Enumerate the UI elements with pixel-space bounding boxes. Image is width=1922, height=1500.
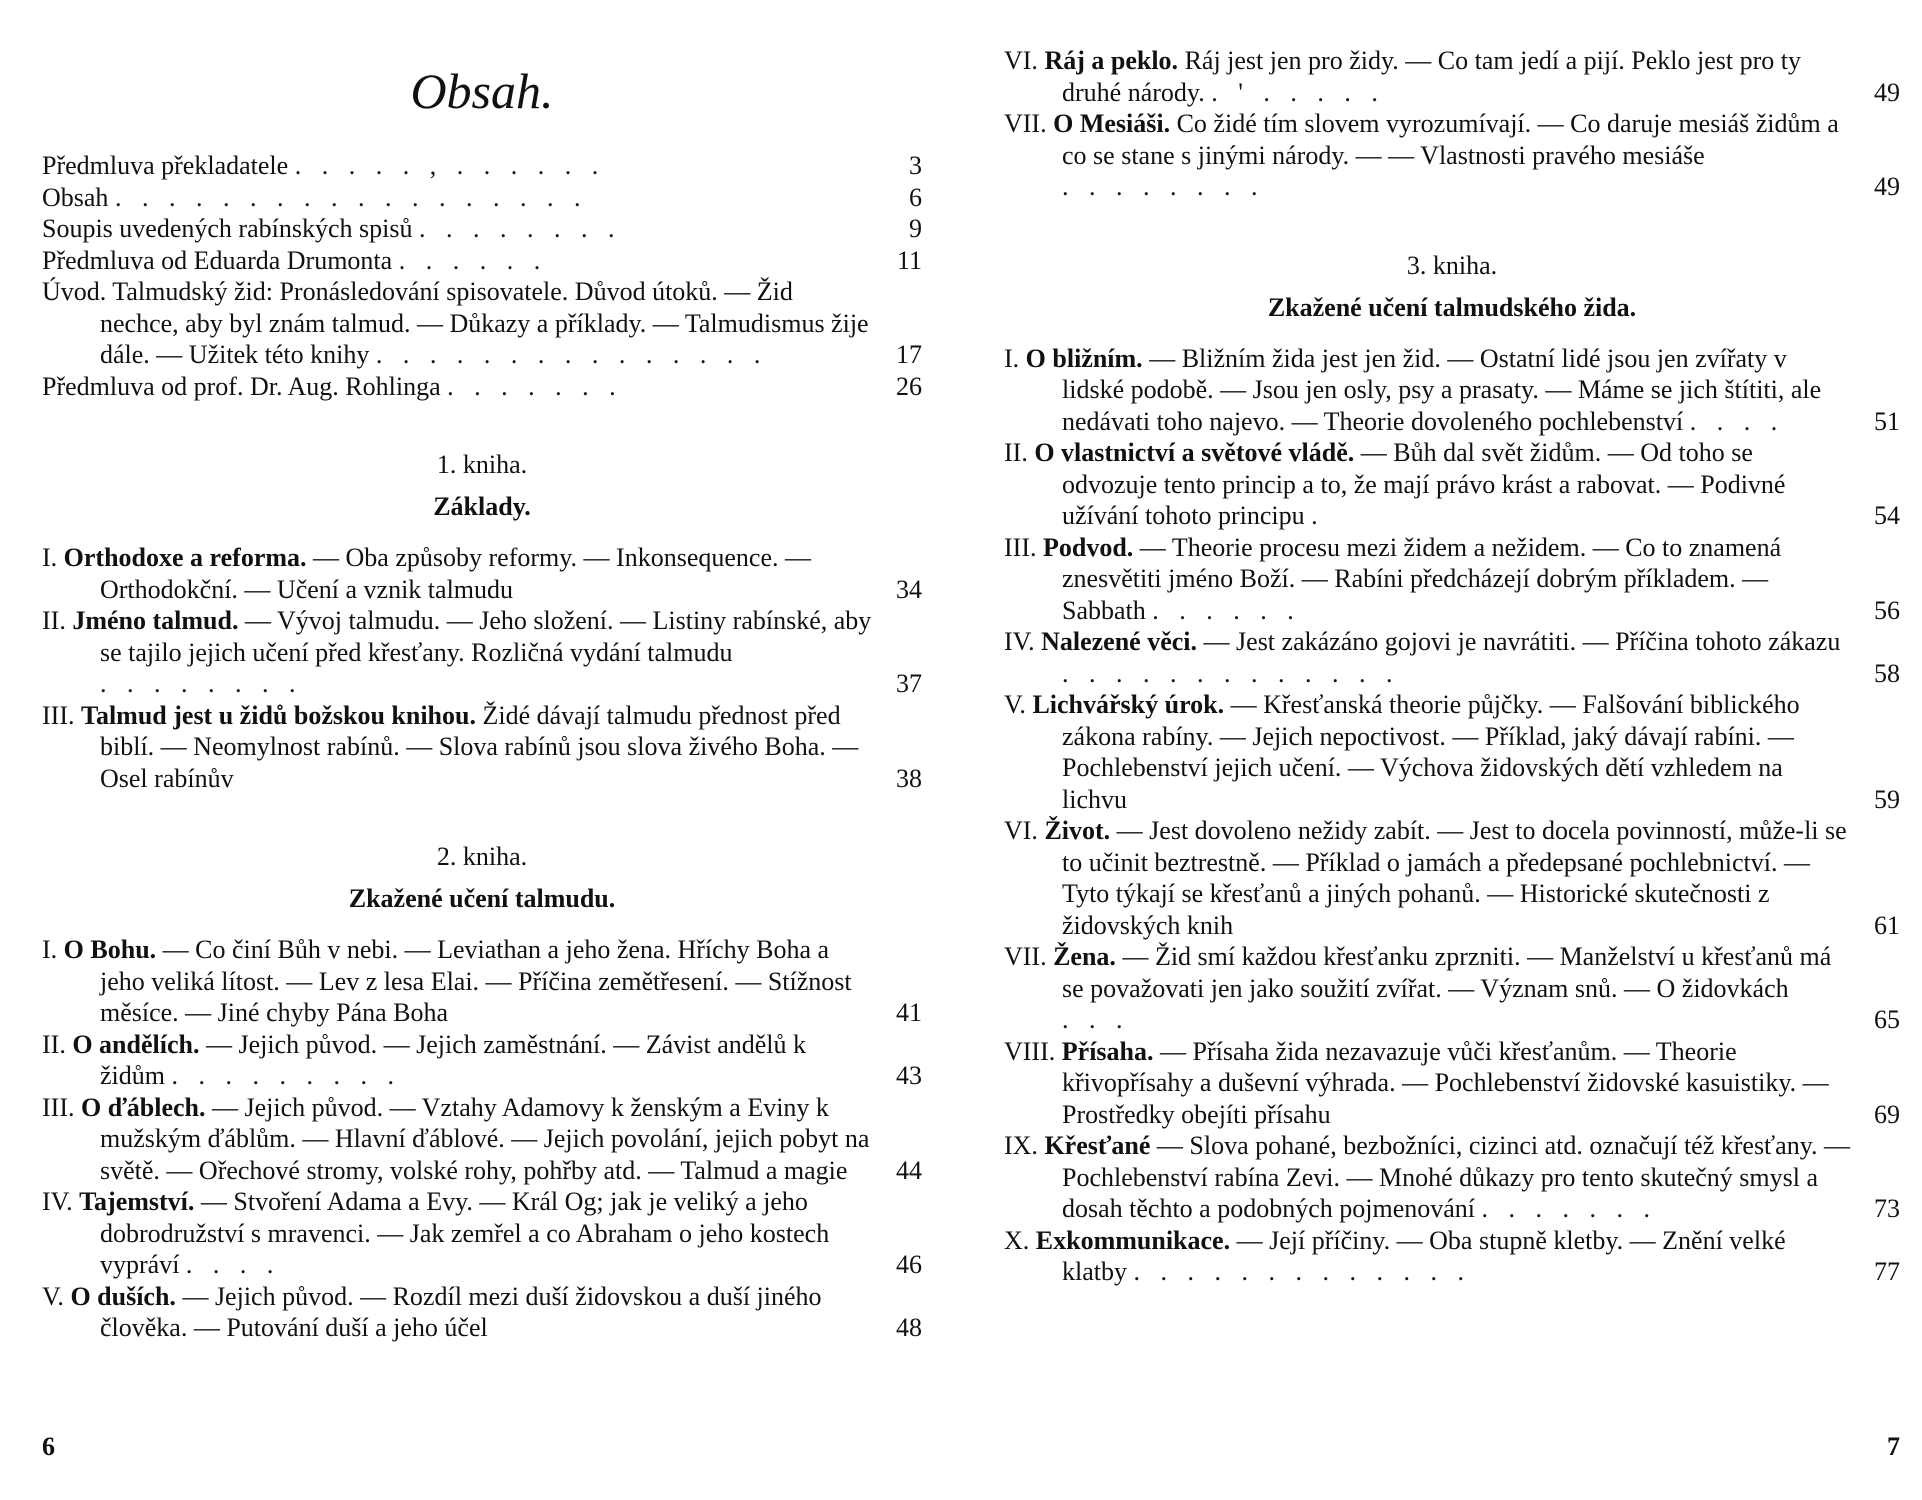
chapter-title: Život. [1044,816,1111,845]
chapter-number: II. [1004,438,1035,467]
leader-dots: . . . . . . [398,245,548,275]
leader-dots: . . . . . . . . [100,669,303,698]
page-reference: 73 [1874,1194,1900,1223]
leader-dots: . . . . [1689,406,1785,436]
toc-entry [1004,689,1900,815]
leader-dots: . [1311,501,1325,530]
leader-dots: . . . . . . . . . . . . . . . . . . [114,182,588,212]
chapter-title: Tajemství. [79,1187,195,1216]
chapter-description: — Co činí Bůh v nebi. — Leviathan a jeho žena. Hříchy Boha a jeho veliká lítost. — Lev z lesa Elai. — Příčina zemětřesení. — Stížnost měsíce. — Jiné chyby Pána Boha [100,935,852,1027]
book-2-entries [42,934,922,1344]
chapter-title: Jméno talmud. [72,606,239,635]
chapter-title: Ráj a peklo. [1044,46,1179,75]
chapter-title: O ďáblech. [80,1092,206,1122]
chapter-title: Přísaha. [1061,1036,1154,1066]
toc-entry [1004,108,1900,203]
chapter-number: I. [42,935,64,964]
page-reference: 69 [1874,1099,1900,1129]
chapter-number: V. [42,1281,71,1311]
toc-entry [42,213,922,245]
entry-text: Předmluva od prof. Dr. Aug. Rohlinga [42,371,441,401]
page-reference: 41 [896,998,922,1027]
toc-entry [1004,532,1900,627]
page-number-right: 7 [1887,1432,1900,1461]
toc-entry [42,1281,922,1344]
leader-dots: . . . . . . [1152,595,1301,625]
chapter-description: — Jest zakázáno gojovi je navrátiti. — Příčina tohoto zákazu [1197,627,1841,656]
entry-text: Úvod. Talmudský žid: Pronásledování spisovatele. Důvod útoků. — Žid nechce, aby byl znám talmud. — Důkazy a příklady. — Talmudismus žije dále. — Užitek této knihy [42,277,869,369]
page-number-left: 6 [42,1432,55,1461]
chapter-number: VII. [1004,942,1054,971]
chapter-description: Co židé tím slovem vyrozumívají. — Co daruje mesiáš židům a co se stane s jinými národy. — — Vlastnosti pravého mesiáše [1062,109,1839,170]
toc-entry [1004,343,1900,438]
toc-entry [42,1029,922,1092]
chapter-description: — Jejich původ. — Jejich zaměstnání. — Závist andělů k židům [100,1029,806,1090]
chapter-number: IX. [1004,1131,1045,1160]
page-reference: 46 [896,1250,922,1279]
leader-dots: . . . . [185,1250,281,1279]
page-reference: 3 [909,151,922,180]
chapter-title: O andělích. [72,1029,200,1059]
page-reference: 11 [896,245,922,275]
chapter-number: III. [42,1092,81,1122]
leader-dots: . . . . . . . . [1062,172,1265,201]
chapter-description: — Vývoj talmudu. — Jeho složení. — Listiny rabínské, aby se tajilo jejich učení před křesťany. Rozličná vydání talmudu [100,606,872,667]
book-1-label: 1. kniha. [436,450,528,479]
chapter-description: — Slova pohané, bezbožníci, cizinci atd. označují též křesťany. — Pochlebenství rabína Zevi. — Mnohé důkazy pro tento skutečný smysl a dosah těchto a podobných pojmenování [1062,1131,1851,1223]
chapter-title: O duších. [70,1281,176,1311]
chapter-number: VIII. [1004,1036,1062,1066]
leader-dots: . . . . . . . [447,371,623,401]
chapter-number: X. [1004,1225,1036,1255]
chapter-description: — Její příčiny. — Oba stupně kletby. — Znění velké klatby [1062,1225,1786,1286]
chapter-number: VI. [1004,46,1045,75]
page-reference: 59 [1874,784,1900,814]
chapter-description: Ráj jest jen pro židy. — Co tam jedí a pijí. Peklo jest pro ty druhé národy. [1062,46,1802,107]
chapter-title: Nalezené věci. [1041,627,1198,656]
chapter-description: Židé dávají talmudu přednost před biblí. — Neomylnost rabínů. — Slova rabínů jsou slova živého Boha. — Osel rabínův [100,700,859,793]
toc-entry [42,934,922,1029]
chapter-title: Orthodoxe a reforma. [63,543,307,572]
chapter-description: — Jejich původ. — Rozdíl mezi duší židovskou a duší jiného člověka. — Putování duší a jeho účel [100,1281,822,1342]
toc-entry [1004,45,1900,108]
page-reference: 17 [896,340,922,369]
page-reference: 37 [896,669,922,698]
page-reference: 26 [896,371,922,401]
chapter-title: Talmud jest u židů božskou knihou. [80,700,476,730]
contents-heading: Obsah. [410,63,554,119]
book-2-title: Zkažené učení talmudu. [348,884,616,913]
chapter-title: O bližním. [1025,343,1143,373]
chapter-description: — Jejich původ. — Vztahy Adamovy k ženským a Eviny k mužským ďáblům. — Hlavní ďáblové. — Jejich povolání, jejich pobyt na světě. — Ořechové stromy, volské rohy, pohřby atd. — Talmud a magie [100,1092,870,1185]
toc-entry [42,542,922,605]
leader-dots: . . . . . . . . . . . . . . . [375,340,768,369]
page-reference: 61 [1874,910,1900,940]
chapter-number: I. [42,543,64,572]
chapter-title: O Mesiáši. [1053,109,1171,138]
toc-entry [1004,1036,1900,1131]
page-reference: 65 [1874,1005,1900,1034]
toc-entry [1004,437,1900,532]
leader-dots: . . . . . . . . . . . . . [1133,1257,1471,1286]
leader-dots: . . . . . , . . . . . . [294,151,606,180]
leader-dots: . . . . . . . . . . . . . [1062,658,1400,688]
leader-dots: . . . . . . . [1481,1194,1658,1223]
entry-text: Předmluva od Eduarda Drumonta [42,245,393,275]
page-reference: 58 [1874,658,1900,688]
toc-entry [1004,941,1900,1036]
chapter-number: IV. [1004,627,1042,656]
page-reference: 34 [896,574,922,604]
page-reference: 54 [1874,501,1900,530]
chapter-description: — Stvoření Adama a Evy. — Král Og; jak je veliký a jeho dobrodružství s mravenci. — Jak zemřel a co Abraham o jeho kostech vypráví [100,1187,830,1279]
chapter-number: III. [42,700,81,730]
toc-entry [42,371,922,403]
page-reference: 43 [896,1061,922,1090]
toc-entry [42,1092,922,1187]
toc-entry [42,605,922,700]
chapter-description: — Přísaha žida nezavazuje vůči křesťanům. — Theorie křivopřísahy a duševní výhrada. — Pochlebenství židovské kasuistiky. — Prostředky obejíti přísahu [1062,1036,1829,1129]
chapter-number: IV. [42,1187,80,1216]
page-reference: 38 [896,763,922,793]
toc-entry [1004,1225,1900,1288]
book-2-continued-entries [1004,45,1900,203]
toc-entry [42,245,922,277]
chapter-description: — Žid smí každou křesťanku zprzniti. — Manželství u křesťanů má se považovati jen jako soužití zvířat. — Význam snů. — O židovkách [1062,942,1832,1003]
chapter-title: O Bohu. [63,935,157,964]
book-1-entries [42,542,922,794]
chapter-description: — Oba způsoby reformy. — Inkonsequence. — Orthodokční. — Učení a vznik talmudu [100,543,811,604]
toc-entry [42,1186,922,1281]
chapter-description: — Bůh dal svět židům. — Od toho se odvozuje tento princip a to, že mají právo krást a rabovat. — Podivné užívání tohoto principu [1062,438,1786,530]
page-reference: 6 [909,182,922,212]
chapter-title: Žena. [1053,942,1116,971]
toc-entry [1004,626,1900,689]
page-reference: 49 [1874,77,1900,107]
chapter-description: — Theorie procesu mezi židem a nežidem. — Co to znamená znesvětiti jméno Boží. — Rabíni předcházejí dobrým příkladem. — Sabbath [1062,532,1782,625]
chapter-title: Lichvářský úrok. [1032,690,1225,719]
chapter-number: V. [1004,690,1033,719]
leader-dots: . . . . . . . . . [171,1061,401,1090]
chapter-title: Podvod. [1042,532,1134,562]
leader-dots: . . . [1062,1005,1130,1034]
book-3-entries [1004,343,1900,1288]
chapter-title: Exkommunikace. [1035,1225,1231,1255]
entry-text: Soupis uvedených rabínských spisů [42,214,413,243]
page-reference: 44 [896,1155,922,1185]
page-reference: 51 [1874,406,1900,436]
toc-entry [42,182,922,214]
leader-dots: . ' . . . . . [1211,77,1385,107]
book-3-title: Zkažené učení talmudského žida. [1267,292,1637,322]
toc-entry [1004,1130,1900,1225]
entry-text: Obsah [42,182,109,212]
page-reference: 49 [1874,172,1900,201]
page-reference: 56 [1874,595,1900,625]
book-3-label: 3. kniha. [1406,250,1498,280]
chapter-title: O vlastnictví a světové vládě. [1034,438,1355,467]
chapter-number: I. [1004,343,1026,373]
entry-text: Předmluva překladatele [42,151,289,180]
toc-entry [42,700,922,795]
right-page [1004,0,1900,1500]
chapter-number: VII. [1004,109,1054,138]
toc-entry [42,150,922,182]
chapter-number: II. [42,1029,73,1059]
left-page [42,0,922,1500]
chapter-description: — Bližním žida jest jen žid. — Ostatní lidé jsou jen zvířaty v lidské podobě. — Jsou jen osly, psy a prasaty. — Máme se jich štítiti, ale nedávati toho najevo. — Theorie dovoleného pochlebenství [1062,343,1822,436]
front-matter-list [42,150,922,402]
chapter-number: III. [1004,532,1043,562]
leader-dots: . . . . . . . . [418,214,622,243]
page-reference: 9 [909,214,922,243]
page-reference: 48 [896,1313,922,1342]
page-reference: 77 [1874,1257,1900,1286]
chapter-title: Křesťané [1044,1131,1151,1160]
toc-entry [1004,815,1900,941]
book-2-label: 2. kniha. [436,842,528,871]
chapter-number: VI. [1004,816,1045,845]
book-1-title: Základy. [433,492,531,521]
chapter-description: — Křesťanská theorie půjčky. — Falšování biblického zákona rabíny. — Jejich nepoctivost. — Příklad, jaký dávají rabíni. — Pochlebenství jejich učení. — Výchova židovských dětí vzhledem na lichvu [1062,690,1800,814]
chapter-description: — Jest dovoleno nežidy zabít. — Jest to docela povinností, může-li se to učinit beztrestně. — Příklad o jamách a předepsané pochlebnictví. — Tyto týkají se křesťanů a jiných pohanů. — Historické skutečnosti z židovských knih [1062,816,1847,940]
chapter-number: II. [42,606,73,635]
toc-entry [42,276,922,371]
